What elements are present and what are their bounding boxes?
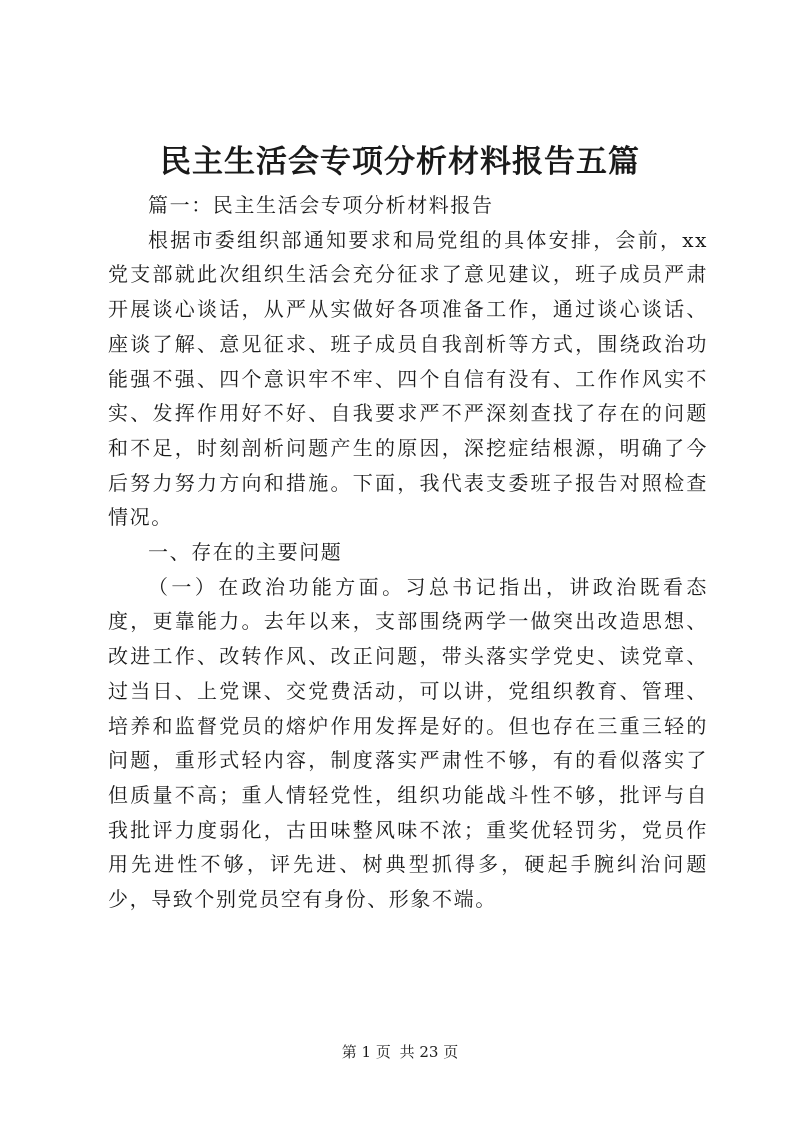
page-total: 共 23 页 [399,1043,459,1061]
body-paragraph: （一）在政治功能方面。习总书记指出，讲政治既看态度，更靠能力。去年以来，支部围绕两学一做突出改造思想、改进工作、改转作风、改正问题，带头落实学党史、读党章、过当日、上党课、交党费活动，可以讲，党组织教育、管理、培养和监督党员的熔炉作用发挥是好的。但也存在三重三轻的问题，重形式轻内容，制度落实严肃性不够，有的看似落实了但质量不高；重人情轻党性，组织功能战斗性不够，批评与自我批评力度弱化，古田味整风味不浓；重奖优轻罚劣，党员作用先进性不够，评先进、树典型抓得多，硬起手腕纠治问题少，导致个别党员空有身份、形象不端。 [108,574,708,912]
page-footer [0,1042,800,1062]
intro-paragraph: 根据市委组织部通知要求和局党组的具体安排，会前，xx党支部就此次组织生活会充分征求了意见建议，班子成员严肃开展谈心谈话，从严从实做好各项准备工作，通过谈心谈话、座谈了解、意见征求、班子成员自我剖析等方式，围绕政治功能强不强、四个意识牢不牢、四个自信有没有、工作作风实不实、发挥作用好不好、自我要求严不严深刻查找了存在的问题和不足，时刻剖析问题产生的原因，深挖症结根源，明确了今后努力努力方向和措施。下面，我代表支委班子报告对照检查情况。 [108,227,708,530]
section-heading-2: 一、存在的主要问题 [148,540,343,565]
document-body [108,188,708,917]
page-number: 第 1 页 [341,1043,391,1061]
document-title: 民主生活会专项分析材料报告五篇 [160,144,640,180]
section-heading-1: 篇一：民主生活会专项分析材料报告 [148,193,494,217]
